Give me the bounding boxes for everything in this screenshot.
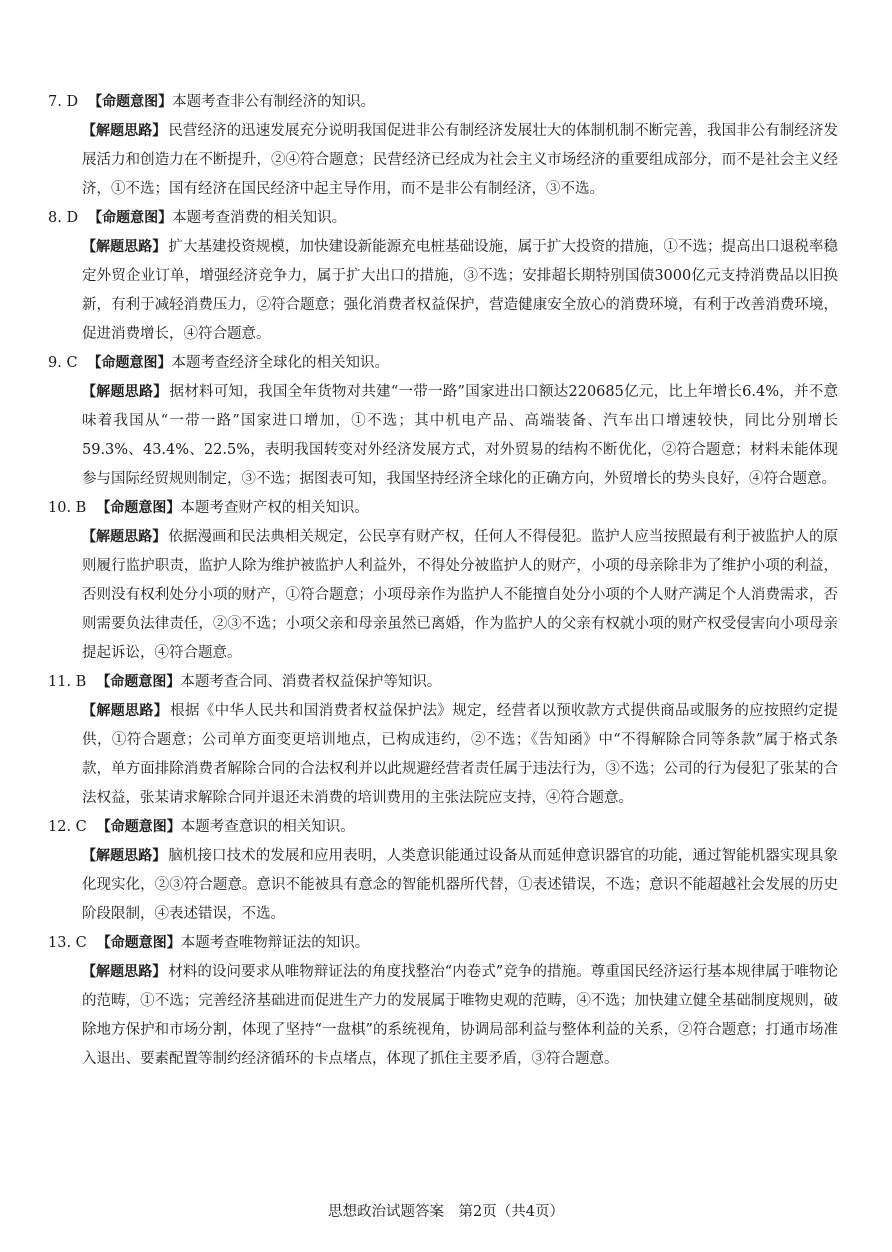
intent-tag: 【命题意图】 [96, 935, 181, 951]
analysis-tag: 【解题思路】 [82, 123, 167, 139]
analysis-text: 根据《中华人民共和国消费者权益保护法》规定，经营者以预收款方式提供商品或服务的应按照约定提供，①符合题意；公司单方面变更培训地点，已构成违约，②不选；《告知函》中“不得解除合同等条款”属于格式条款，单方面排除消费者解除合同的合法权利并以此规避经营者责任属于违法行为，③不选；公司的行为侵犯了张某的合法权益，张某请求解除合同并退还未消费的培训费用的主张法院应支持，④符合题意。 [82, 703, 839, 806]
intent-tag: 【命题意图】 [88, 94, 173, 110]
analysis-paragraph [48, 378, 838, 494]
analysis-tag: 【解题思路】 [82, 964, 167, 980]
intent-tag: 【命题意图】 [96, 819, 181, 835]
intent-text: 本题考查消费的相关知识。 [172, 210, 347, 226]
question-header [48, 349, 838, 378]
question-header [48, 929, 838, 958]
analysis-tag: 【解题思路】 [82, 703, 169, 719]
question-number: 11. B [48, 674, 87, 690]
analysis-paragraph [48, 233, 838, 349]
analysis-paragraph [48, 523, 838, 668]
analysis-tag: 【解题思路】 [82, 848, 167, 864]
analysis-text: 据材料可知，我国全年货物对共建“一带一路”国家进出口额达220685亿元，比上年增长6.4%，并不意味着我国从“一带一路”国家进口增加，①不选；其中机电产品、高端装备、汽车出口增速较快，同比分别增长59.3%、43.4%、22.5%，表明我国转变对外经济发展方式，对外贸易的结构不断优化，②符合题意；材料未能体现参与国际经贸规则制定，③不选；据图表可知，我国坚持经济全球化的正确方向，外贸增长的势头良好，④符合题意。 [82, 384, 838, 487]
analysis-tag: 【解题思路】 [82, 529, 167, 545]
analysis-paragraph [48, 697, 838, 813]
analysis-tag: 【解题思路】 [82, 384, 168, 400]
analysis-text: 脑机接口技术的发展和应用表明，人类意识能通过设备从而延伸意识器官的功能，通过智能机器实现具象化现实化，②③符合题意。意识不能被具有意念的智能机器所代替，①表述错误，不选；意识不能超越社会发展的历史阶段限制，④表述错误，不选。 [82, 848, 839, 922]
analysis-text: 扩大基建投资规模，加快建设新能源充电桩基础设施，属于扩大投资的措施，①不选；提高出口退税率稳定外贸企业订单，增强经济竞争力，属于扩大出口的措施，③不选；安排超长期特别国债3000亿元支持消费品以旧换新，有利于减轻消费压力，②符合题意；强化消费者权益保护，营造健康安全放心的消费环境，有利于改善消费环境，促进消费增长，④符合题意。 [82, 239, 839, 342]
question-header [48, 88, 838, 117]
question-header [48, 813, 838, 842]
question-block-13 [48, 929, 838, 1074]
question-number: 7. D [48, 94, 79, 110]
question-block-9 [48, 349, 838, 494]
intent-tag: 【命题意图】 [87, 355, 172, 371]
question-header [48, 204, 838, 233]
intent-text: 本题考查合同、消费者权益保护等知识。 [180, 674, 442, 690]
analysis-text: 材料的设问要求从唯物辩证法的角度找整治“内卷式”竞争的措施。尊重国民经济运行基本规律属于唯物论的范畴，①不选；完善经济基础进而促进生产力的发展属于唯物史观的范畴，④不选；加快建立健全基础制度规则，破除地方保护和市场分割，体现了坚持“一盘棋”的系统视角，协调局部利益与整体利益的关系，②符合题意；打通市场准入退出、要素配置等制约经济循环的卡点堵点，体现了抓住主要矛盾，③符合题意。 [82, 964, 838, 1067]
question-header [48, 668, 838, 697]
intent-tag: 【命题意图】 [88, 210, 173, 226]
intent-text: 本题考查非公有制经济的知识。 [172, 94, 376, 110]
question-header [48, 494, 838, 523]
question-block-11 [48, 668, 838, 813]
analysis-text: 民营经济的迅速发展充分说明我国促进非公有制经济发展壮大的体制机制不断完善，我国非公有制经济发展活力和创造力在不断提升，②④符合题意；民营经济已经成为社会主义市场经济的重要组成部分，而不是社会主义经济，①不选；国有经济在国民经济中起主导作用，而不是非公有制经济，③不选。 [82, 123, 839, 197]
intent-text: 本题考查唯物辩证法的知识。 [180, 935, 370, 951]
analysis-paragraph [48, 958, 838, 1074]
analysis-tag: 【解题思路】 [82, 239, 167, 255]
page-footer: 思想政治试题答案 第2页（共4页） [328, 1204, 564, 1220]
question-number: 12. C [48, 819, 87, 835]
analysis-paragraph [48, 117, 838, 204]
intent-text: 本题考查意识的相关知识。 [180, 819, 355, 835]
intent-text: 本题考查财产权的相关知识。 [180, 500, 369, 516]
question-number: 10. B [48, 500, 87, 516]
question-block-10 [48, 494, 838, 668]
question-block-12 [48, 813, 838, 929]
analysis-text: 依据漫画和民法典相关规定，公民享有财产权，任何人不得侵犯。监护人应当按照最有利于被监护人的原则履行监护职责，监护人除为维护被监护人利益外，不得处分被监护人的财产，小项的母亲除非为了维护小项的利益，否则没有权利处分小项的财产，①符合题意；小项母亲作为监护人不能擅自处分小项的个人财产满足个人消费需求，否则需要负法律责任，②③不选；小项父亲和母亲虽然已离婚，作为监护人的父亲有权就小项的财产权受侵害向小项母亲提起诉讼，④符合题意。 [82, 529, 839, 661]
answer-list [48, 88, 838, 1074]
intent-tag: 【命题意图】 [96, 674, 181, 690]
intent-text: 本题考查经济全球化的相关知识。 [171, 355, 390, 371]
question-number: 13. C [48, 935, 87, 951]
question-number: 8. D [48, 210, 79, 226]
question-number: 9. C [48, 355, 78, 371]
question-block-8 [48, 204, 838, 349]
analysis-paragraph [48, 842, 838, 929]
question-block-7 [48, 88, 838, 204]
intent-tag: 【命题意图】 [96, 500, 181, 516]
